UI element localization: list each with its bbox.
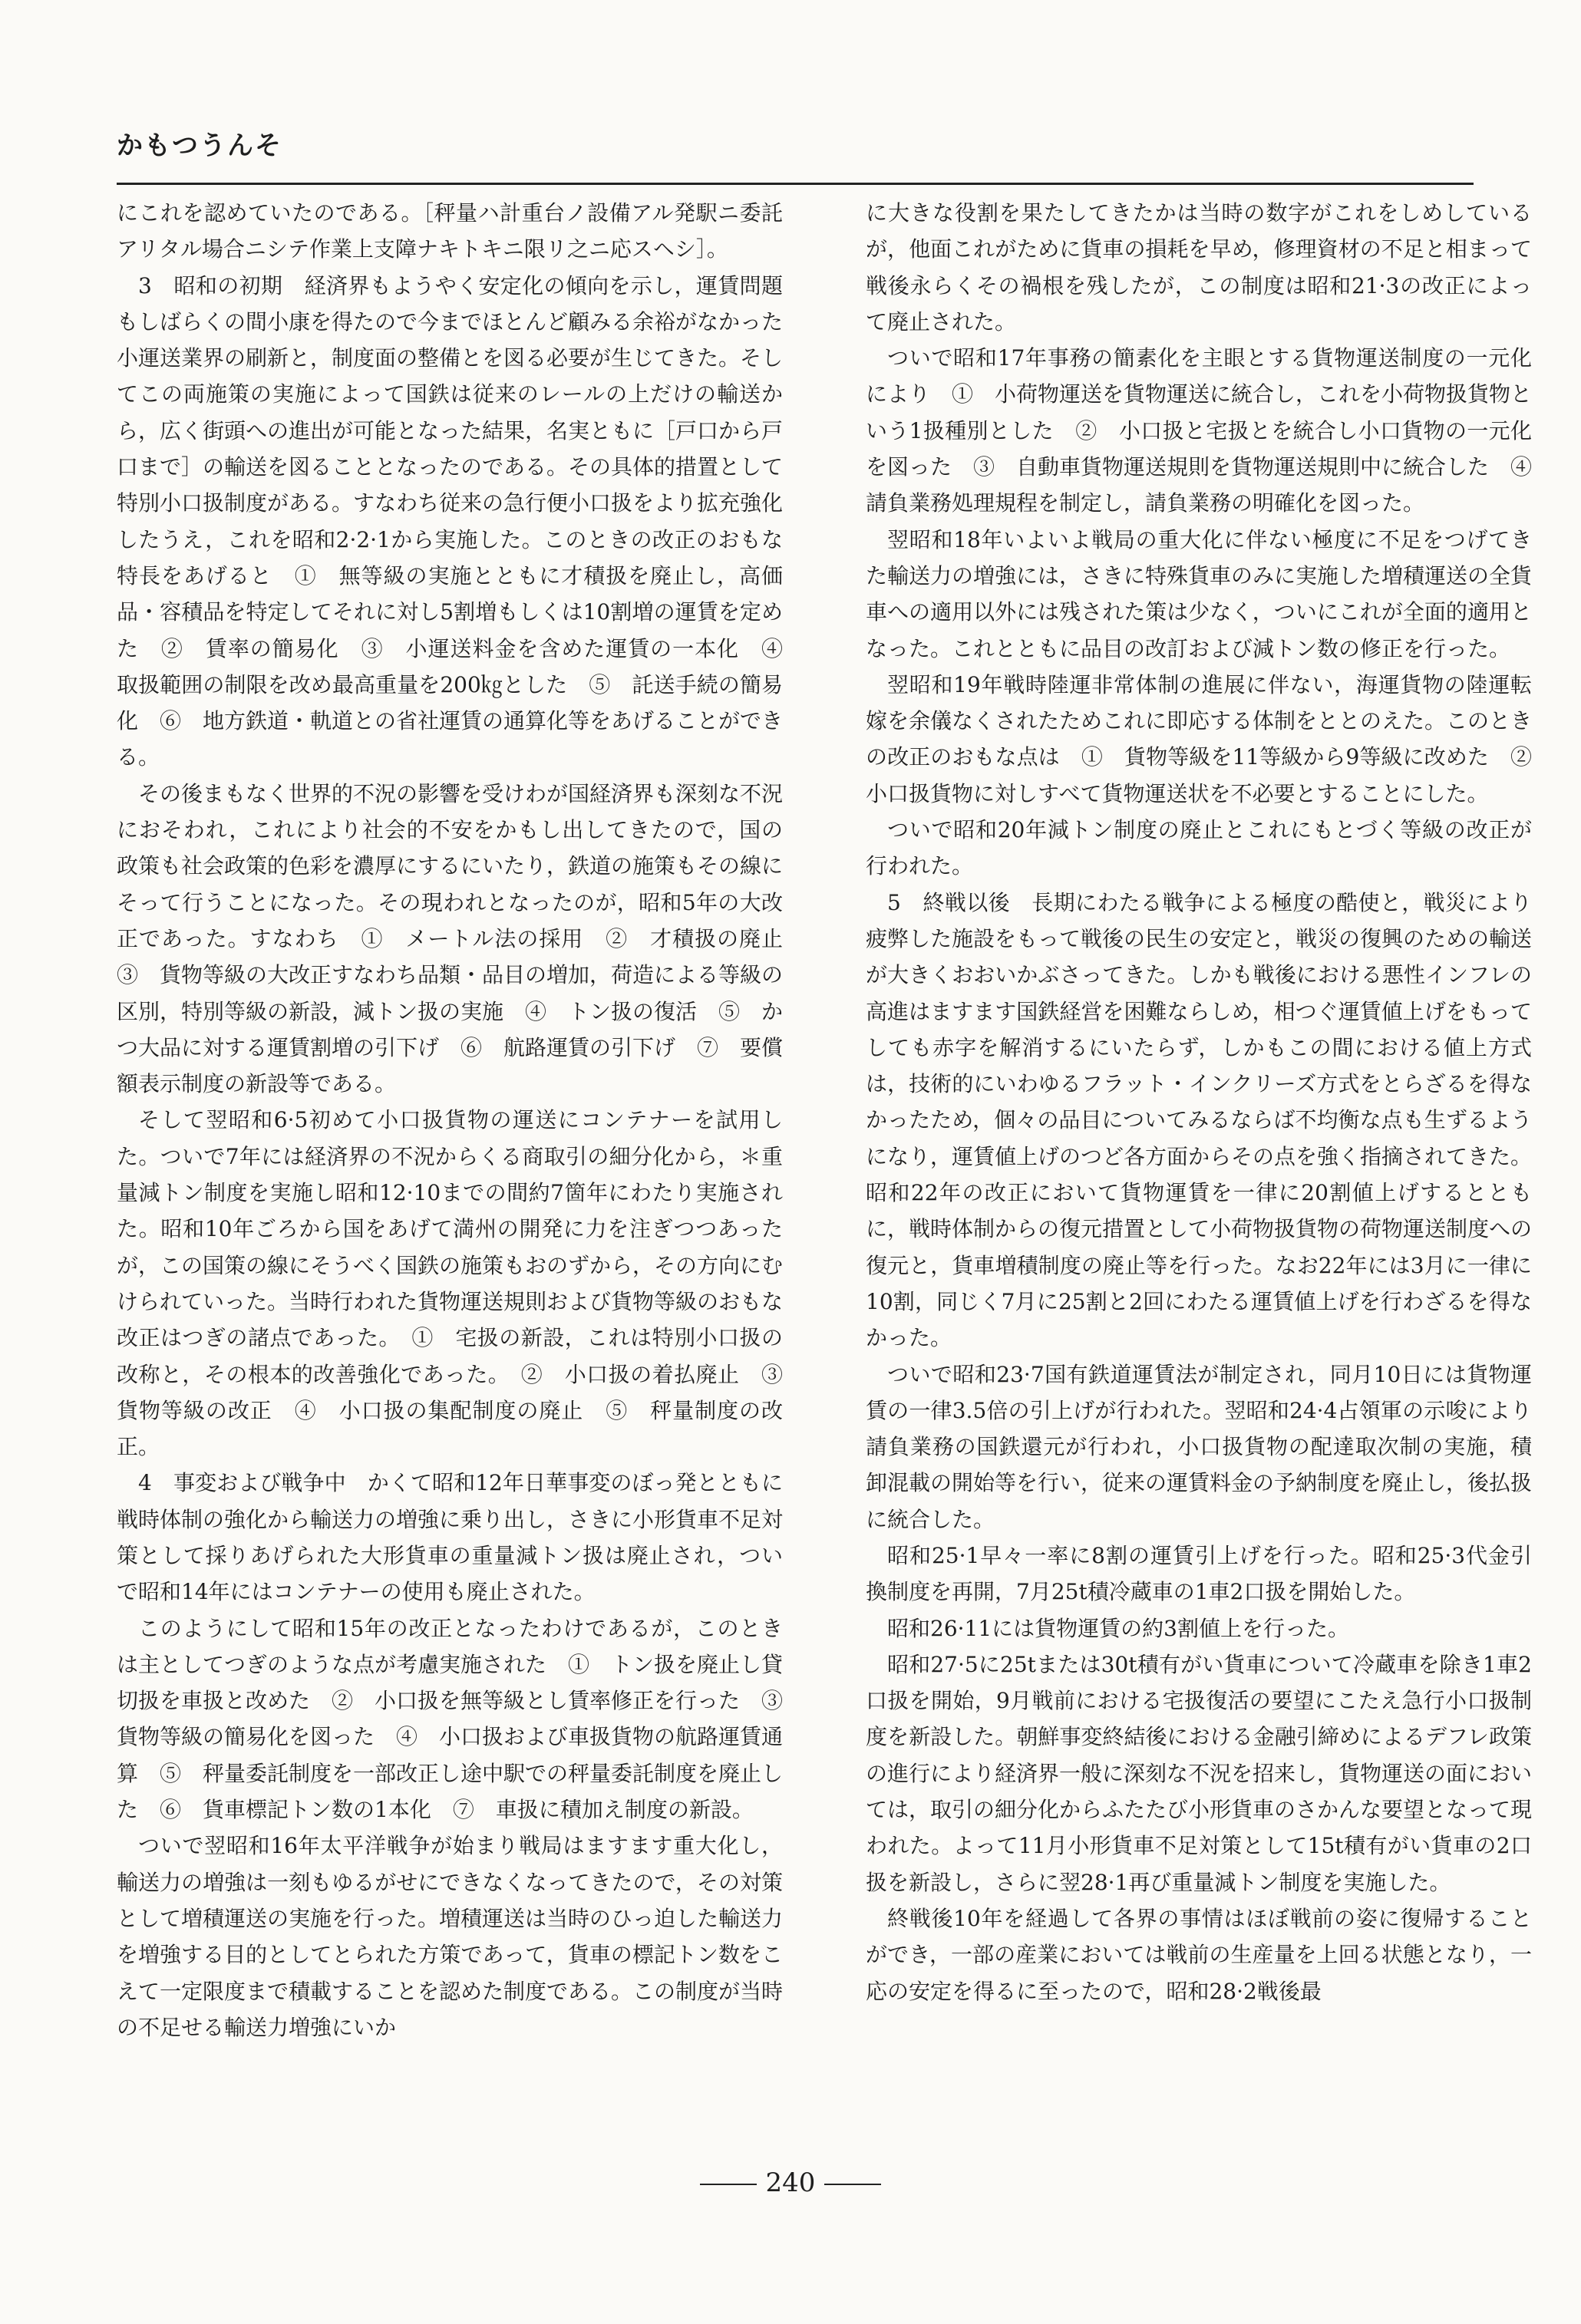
- paragraph: このようにして昭和15年の改正となったわけであるが，このときは主としてつぎのような点が考慮実施された ① トン扱を廃止し貸切扱を車扱と改めた ② 小口扱を無等級とし賃率修正を行った ③ 貨物等級の簡易化を図った ④ 小口扱および車扱貨物の航路運賃通算 ⑤ 秤量委託制度を一部改正し途中駅での秤量委託制度を廃止した ⑥ 貨車標記トン数の1本化 ⑦ 車扱に積加え制度の新設。: [117, 1615, 805, 1823]
- paragraph: 翌昭和18年いよいよ戦局の重大化に伴ない極度に不足をつげてきた輸送力の増強には，さきに特殊貨車のみに実施した増積運送の全貨車への適用以外には残された策は少なく，ついにこれが全面的適用となった。これとともに品目の改訂および減トン数の修正を行った。: [866, 526, 1533, 661]
- paragraph: 昭和26·11には貨物運賃の約3割値上を行った。: [887, 1615, 1349, 1641]
- footer-dash-left: [700, 2184, 757, 2185]
- running-head: かもつうんそ: [117, 130, 282, 161]
- paragraph: にこれを認めていたのである。［秤量ハ計重台ノ設備アル発駅ニ委託アリタル場合ニシテ作業上支障ナキトキニ限リ之ニ応スヘシ］。: [117, 200, 783, 262]
- paragraph: ついで昭和17年事務の簡素化を主眼とする貨物運送制度の一元化により ① 小荷物運送を貨物運送に統合し，これを小荷物扱貨物という1扱種別とした ② 小口扱と宅扱とを統合し小口貨物の一元化を図った ③ 自動車貨物運送規則を貨物運送規則中に統合した ④ 請負業務処理規程を制定し，請負業務の明確化を図った。: [866, 345, 1554, 516]
- paragraph: その後まもなく世界的不況の影響を受けわが国経済界も深刻な不況におそわれ，これにより社会的不安をかもし出してきたので，国の政策も社会政策的色彩を濃厚にするにいたり，鉄道の施策もその線にそって行うことになった。その現われとなったのが，昭和5年の大改正であった。すなわち ① メートル法の採用 ② 才積扱の廃止 ③ 貨物等級の大改正すなわち品類・品目の増加，荷造による等級の区別，特別等級の新設，減トン扱の実施 ④ トン扱の復活 ⑤ かつ大品に対する運賃割増の引下げ ⑥ 航路運賃の引下げ ⑦ 要償額表示制度の新設等である。: [117, 780, 805, 1097]
- left-column: [117, 195, 805, 2159]
- header-rule: [117, 183, 1474, 185]
- paragraph: 昭和27·5に25tまたは30t積有がい貨車について冷蔵車を除き1車2口扱を開始，9月戦前における宅扱復活の要望にこたえ急行小口扱制度を新設した。朝鮮事変終結後における金融引締めによるデフレ政策の進行により経済界一般に深刻な不況を招来し，貨物運送の面においては，取引の細分化からふたたび小形貨車のさかんな要望となって現われた。よって11月小形貨車不足対策として15t積有がい貨車の2口扱を新設し，さらに翌28·1再び重量減トン制度を実施した。: [866, 1651, 1533, 1895]
- paragraph: 3 昭和の初期 経済界もようやく安定化の傾向を示し，運賃問題もしばらくの間小康を得たので今までほとんど顧みる余裕がなかった小運送業界の刷新と，制度面の整備とを図る必要が生じてきた。そしてこの両施策の実施によって国鉄は従来のレールの上だけの輸送から，広く街頭への進出が可能となった結果，名実ともに［戸口から戸口まで］の輸送を図ることとなったのである。その具体的措置として特別小口扱制度がある。すなわち従来の急行便小口扱をより拡充強化したうえ，これを昭和2·2·1から実施した。このときの改正のおもな特長をあげると ① 無等級の実施とともに才積扱を廃止し，高価品・容積品を特定してそれに対し5割増もしくは10割増の運賃を定めた ② 賃率の簡易化 ③ 小運送料金を含めた運賃の一本化 ④ 取扱範囲の制限を改め最高重量を200㎏とした ⑤ 託送手続の簡易化 ⑥ 地方鉄道・軌道との省社運賃の通算化等をあげることができる。: [117, 272, 805, 770]
- page-number: 240: [765, 2167, 816, 2198]
- paragraph: 5 終戦以後 長期にわたる戦争による極度の酷使と，戦災により疲弊した施設をもって戦後の民生の安定と，戦災の復興のための輸送が大きくおおいかぶさってきた。しかも戦後における悪性インフレの高進はますます国鉄経営を困難ならしめ，相つぐ運賃値上げをもってしても赤字を解消するにいたらず，しかもこの間における値上方式は，技術的にいわゆるフラット・インクリーズ方式をとらざるを得なかったため，個々の品目についてみるならば不均衡な点も生ずるようになり，運賃値上げのつど各方面からその点を強く指摘されてきた。昭和22年の改正において貨物運賃を一律に20割値上げするとともに，戦時体制からの復元措置として小荷物扱貨物の荷物運送制度への復元と，貨車増積制度の廃止等を行った。なお22年には3月に一律に10割，同じく7月に25割と2回にわたる運賃値上げを行わざるを得なかった。: [866, 889, 1533, 1351]
- paragraph: 終戦後10年を経過して各界の事情はほぼ戦前の姿に復帰することができ，一部の産業においては戦前の生産量を上回る状態となり，一応の安定を得るに至ったので，昭和28·2戦後最: [866, 1905, 1532, 2004]
- paragraph: ついで昭和20年減トン制度の廃止とこれにもとづく等級の改正が行われた。: [866, 817, 1532, 879]
- paragraph: ついで昭和23·7国有鉄道運賃法が制定され，同月10日には貨物運賃の一律3.5倍の引上げが行われた。翌昭和24·4占領軍の示唆により請負業務の国鉄還元が行われ，小口扱貨物の配達取次制の実施，積卸混載の開始等を行い，従来の運賃料金の予納制度を廃止し，後払扱に統合した。: [866, 1361, 1533, 1532]
- paragraph: 4 事変および戦争中 かくて昭和12年日華事変のぼっ発とともに戦時体制の強化から輸送力の増強に乗り出し，さきに小形貨車不足対策として採りあげられた大形貨車の重量減トン扱は廃止され，ついで昭和14年にはコンテナーの使用も廃止された。: [117, 1470, 784, 1605]
- paragraph: 昭和25·1早々一率に8割の運賃引上げを行った。昭和25·3代金引換制度を再開，7月25t積冷蔵車の1車2口扱を開始した。: [866, 1542, 1532, 1605]
- paragraph: そして翌昭和6·5初めて小口扱貨物の運送にコンテナーを試用した。ついで7年には経済界の不況からくる商取引の細分化から，＊重量減トン制度を実施し昭和12·10までの間約7箇年にわたり実施された。昭和10年ごろから国をあげて満州の開発に力を注ぎつつあったが，この国策の線にそうべく国鉄の施策もおのずから，その方向にむけられていった。当時行われた貨物運送規則および貨物等級のおもな改正はつぎの諸点であった。 ① 宅扱の新設，これは特別小口扱の改称と，その根本的改善強化であった。 ② 小口扱の着払廃止 ③ 貨物等級の改正 ④ 小口扱の集配制度の廃止 ⑤ 秤量制度の改正。: [117, 1107, 805, 1460]
- paragraph: に大きな役割を果たしてきたかは当時の数字がこれをしめしているが，他面これがために貨車の損耗を早め，修理資材の不足と相まって戦後永らくその禍根を残したが，この制度は昭和21·3の改正によって廃止された。: [866, 200, 1532, 335]
- page-footer: [0, 2167, 1581, 2198]
- footer-dash-right: [824, 2184, 881, 2185]
- right-column: [866, 195, 1554, 2159]
- paragraph: ついで翌昭和16年太平洋戦争が始まり戦局はますます重大化し，輸送力の増強は一刻もゆるがせにできなくなってきたので，その対策として増積運送の実施を行った。増積運送は当時のひっ迫した輸送力を増強する目的としてとられた方策であって，貨車の標記トン数をこえて一定限度まで積載することを認めた制度である。この制度が当時の不足せる輸送力増強にいか: [117, 1833, 784, 2040]
- paragraph: 翌昭和19年戦時陸運非常体制の進展に伴ない，海運貨物の陸運転嫁を余儀なくされたためこれに即応する体制をととのえた。このときの改正のおもな点は ① 貨物等級を11等級から9等級に改めた ② 小口扱貨物に対しすべて貨物運送状を不必要とすることにした。: [866, 671, 1554, 806]
